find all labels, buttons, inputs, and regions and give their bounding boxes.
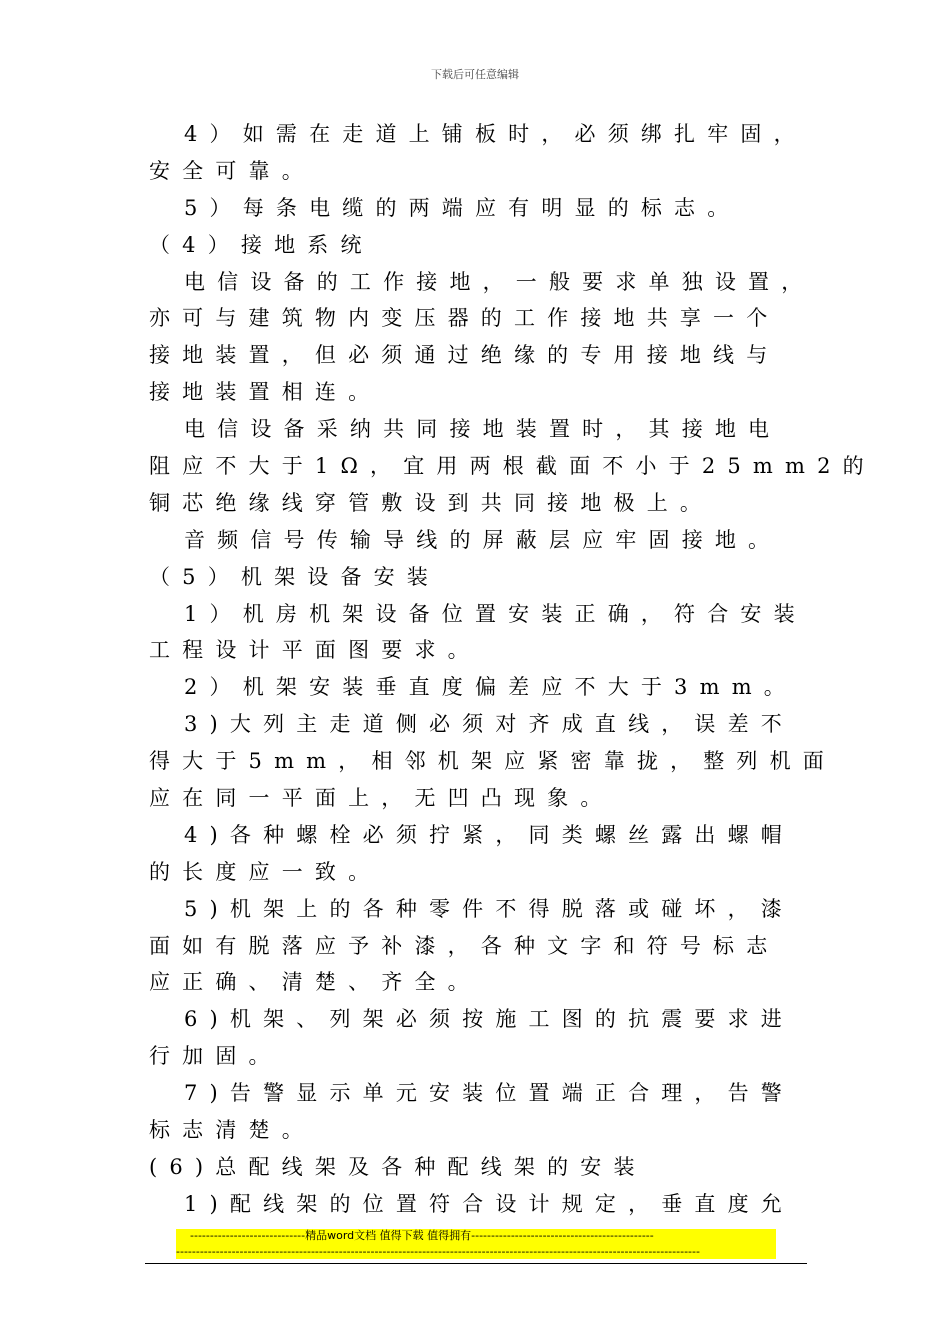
- text-line: 4)各种螺栓必须拧紧，同类螺丝露出螺帽: [184, 822, 794, 847]
- text-line: 4）如需在走道上铺板时，必须绑扎牢固，: [184, 122, 807, 146]
- text-line: 接地装置，但必须通过绝缘的专用接地线与: [149, 343, 780, 368]
- text-line: 6)机架、列架必须按施工图的抗震要求进: [184, 1007, 794, 1032]
- text-line: 7)告警显示单元安装位置端正合理，告警: [184, 1081, 794, 1106]
- text-line: 面如有脱落应予补漆，各种文字和符号标志: [149, 933, 780, 958]
- text-line: （4）接地系统: [149, 232, 374, 257]
- footer-text: -----------------------------精品word文档 值得下载 值得拥有----------------------------------------------: [190, 1229, 654, 1242]
- text-line: 标志清楚。: [149, 1118, 315, 1143]
- text-line: 的长度应一致。: [149, 859, 382, 884]
- document-body: [149, 116, 876, 1223]
- text-line: 得大于5mm，相邻机架应紧密靠拢，整列机面: [149, 749, 836, 774]
- text-line: 安全可靠。: [149, 158, 315, 183]
- text-line: 工程设计平面图要求。: [149, 638, 481, 663]
- text-line: 接地装置相连。: [149, 380, 382, 405]
- page-header: 下载后可任意编辑: [431, 68, 519, 81]
- text-line: 行加固。: [149, 1044, 282, 1069]
- text-line: (6)总配线架及各种配线架的安装: [149, 1154, 647, 1179]
- text-line: 5）每条电缆的两端应有明显的标志。: [184, 195, 741, 220]
- text-line: 3)大列主走道侧必须对齐成直线，误差不: [184, 712, 794, 737]
- text-line: 阻应不大于1Ω，宜用两根截面不小于25mm2的: [149, 454, 876, 479]
- footer-rule: [145, 1263, 807, 1264]
- text-line: 应正确、清楚、齐全。: [149, 970, 481, 995]
- text-line: 音频信号传输导线的屏蔽层应牢固接地。: [184, 527, 782, 552]
- text-line: 1)配线架的位置符合设计规定，垂直度允: [184, 1191, 794, 1216]
- text-line: 亦可与建筑物内变压器的工作接地共享一个: [149, 306, 780, 331]
- text-line: 2）机架安装垂直度偏差应不大于3mm。: [184, 675, 797, 700]
- text-line: 铜芯绝缘线穿管敷设到共同接地极上。: [149, 490, 714, 515]
- text-line: 电信设备采纳共同接地装置时，其接地电: [184, 417, 782, 442]
- text-line: 应在同一平面上，无凹凸现象。: [149, 786, 614, 811]
- text-line: （5）机架设备安装: [149, 564, 440, 589]
- text-line: 电信设备的工作接地，一般要求单独设置，: [184, 269, 815, 294]
- text-line: 5)机架上的各种零件不得脱落或碰坏，漆: [184, 896, 794, 921]
- text-line: 1）机房机架设备位置安装正确，符合安装: [184, 601, 807, 626]
- footer-dashes: ------------------------------------------------------------------------------------------------------------------------------------: [176, 1245, 700, 1258]
